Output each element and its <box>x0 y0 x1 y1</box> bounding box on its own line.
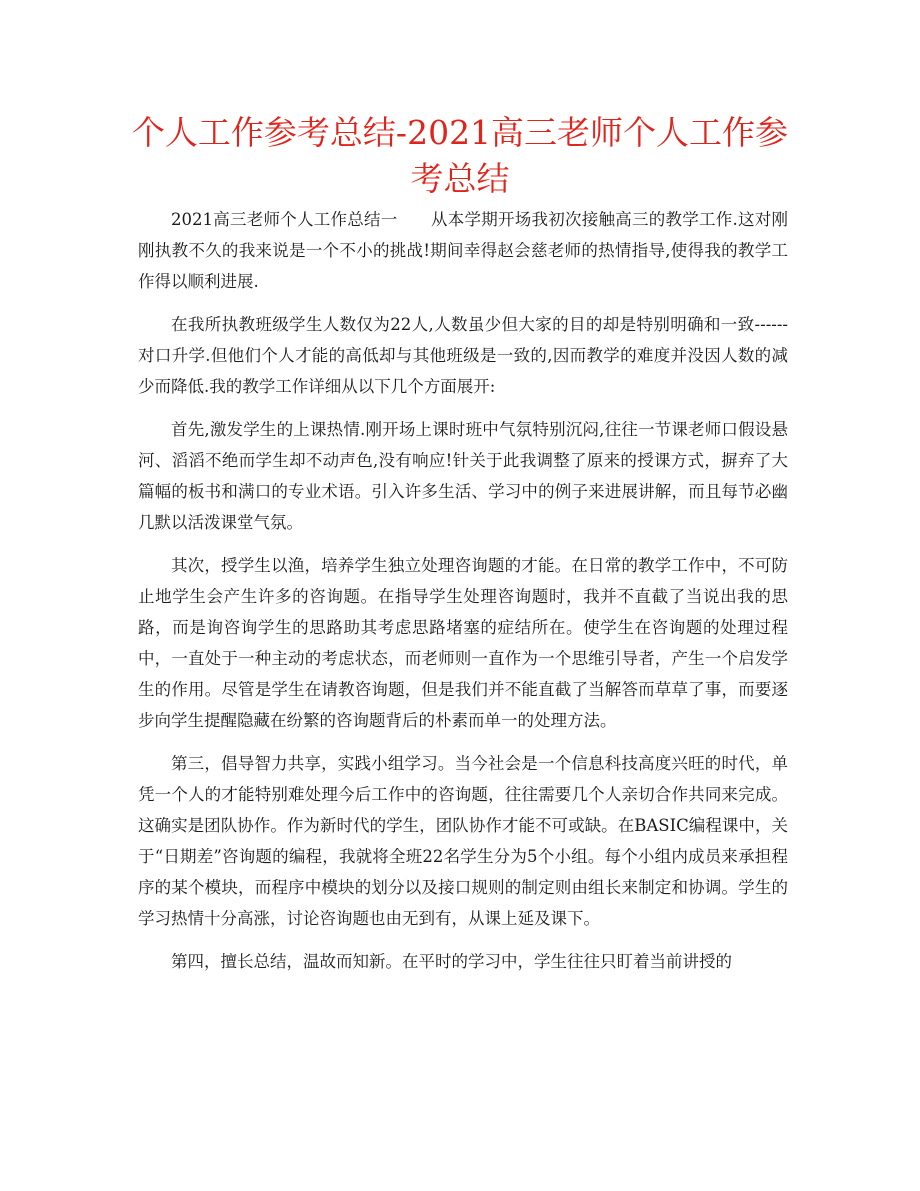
document-body <box>138 204 788 989</box>
document-title: 个人工作参考总结-2021高三老师个人工作参考总结 <box>131 113 789 198</box>
paragraph: 首先,激发学生的上课热情.刚开场上课时班中气氛特别沉闷,往往一节课老师口假设悬河、滔滔不绝而学生却不动声色,没有响应!针关于此我调整了原来的授课方式，摒弃了大篇幅的板书和满口的专业术语。引入许多生活、学习中的例子来进展讲解，而且每节必幽几默以活泼课堂气氛。 <box>138 420 788 532</box>
paragraph: 2021高三老师个人工作总结一 从本学期开场我初次接触高三的教学工作.这对刚刚执教不久的我来说是一个不小的挑战!期间幸得赵会慈老师的热情指导,使得我的教学工作得以顺利进展. <box>138 210 788 291</box>
paragraph: 第四，擅长总结，温故而知新。在平时的学习中，学生往往只盯着当前讲授的 <box>171 952 732 971</box>
paragraph: 第三，倡导智力共享，实践小组学习。当今社会是一个信息科技高度兴旺的时代，单凭一个人的才能特别难处理今后工作中的咨询题，往往需要几个人亲切合作共同来完成。这确实是团队协作。作为新时代的学生，团队协作才能不可或缺。在BASIC编程课中，关于“日期差”咨询题的编程，我就将全班22名学生分为5个小组。每个小组内成员来承担程序的某个模块，而程序中模块的划分以及接口规则的制定则由组长来制定和协调。学生的学习热情十分高涨，讨论咨询题也由无到有，从课上延及课下。 <box>138 754 788 928</box>
paragraph: 在我所执教班级学生人数仅为22人,人数虽少但大家的目的却是特别明确和一致------对口升学.但他们个人才能的高低却与其他班级是一致的,因而教学的难度并没因人数的减少而降低.我的教学工作详细从以下几个方面展开: <box>138 315 788 396</box>
paragraph: 其次，授学生以渔，培养学生独立处理咨询题的才能。在日常的教学工作中，不可防止地学生会产生许多的咨询题。在指导学生处理咨询题时，我并不直截了当说出我的思路，而是询咨询学生的思路助其考虑思路堵塞的症结所在。使学生在咨询题的处理过程中，一直处于一种主动的考虑状态，而老师则一直作为一个思维引导者，产生一个启发学生的作用。尽管是学生在请教咨询题，但是我们并不能直截了当解答而草草了事，而要逐步向学生提醒隐藏在纷繁的咨询题背后的朴素而单一的处理方法。 <box>138 556 788 730</box>
